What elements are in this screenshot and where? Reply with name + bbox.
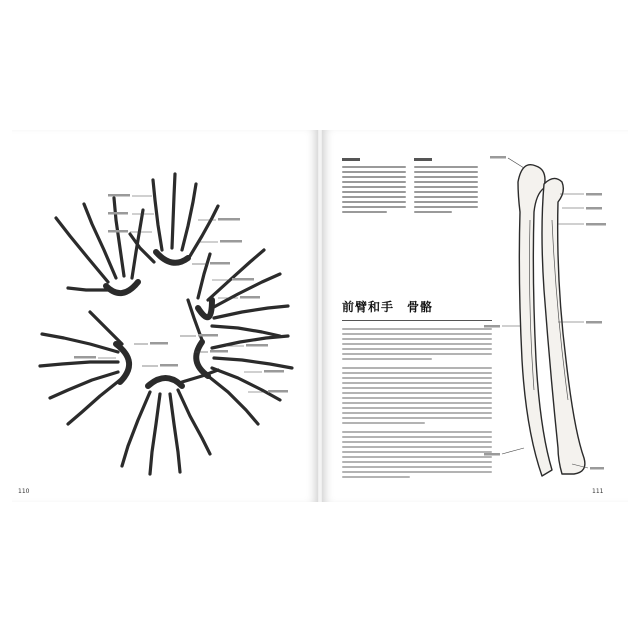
hand-skeleton-illustrations — [12, 130, 318, 502]
hand-skeleton-bottom — [122, 370, 218, 474]
hand-skeleton-upper-left — [56, 198, 143, 293]
hand-skeleton-lower-left — [40, 312, 129, 424]
forearm-bones-illustration — [322, 130, 628, 502]
section-title: 前臂和手 骨骼 — [342, 300, 434, 314]
left-page — [12, 130, 318, 502]
right-page — [322, 130, 628, 502]
page-number-right: 111 — [592, 488, 604, 495]
page-number-left: 110 — [18, 488, 30, 495]
radius-bone — [542, 178, 585, 474]
